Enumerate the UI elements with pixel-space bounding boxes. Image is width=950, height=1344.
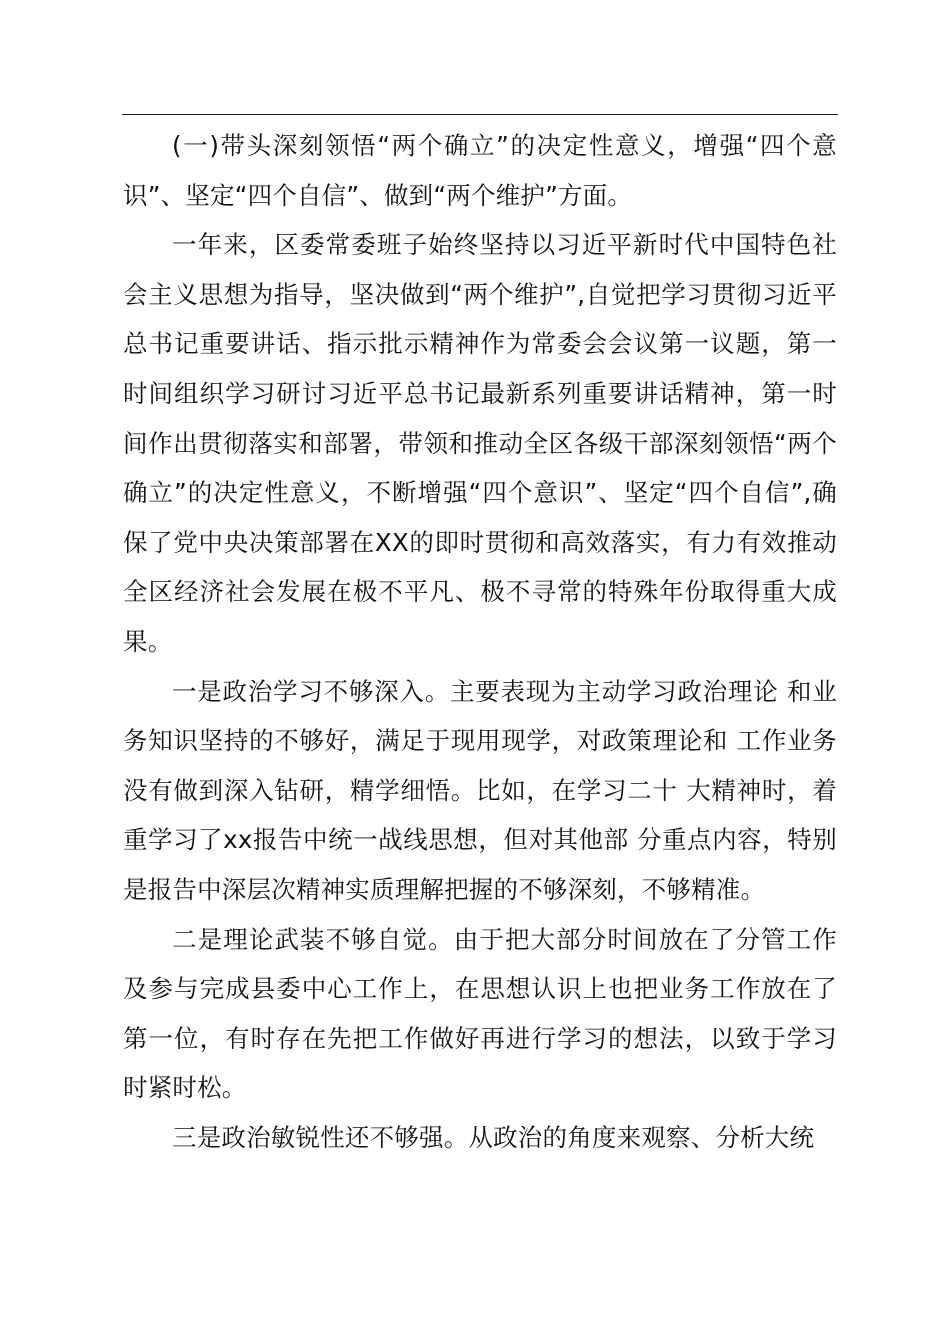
section-heading-paragraph: (一)带头深刻领悟“两个确立”的决定性意义，增强“四个意识”、坚定“四个自信”、做到“两个维护”方面。 xyxy=(123,131,837,210)
header-rule xyxy=(122,114,838,115)
body-paragraph-issue-2: 二是理论武装不够自觉。由于把大部分时间放在了分管工作及参与完成县委中心工作上，在思想认识上也把业务工作放在了第一位，有时存在先把工作做好再进行学习的想法，以致于学习时紧时松。 xyxy=(123,924,837,1103)
body-paragraph-issue-3: 三是政治敏锐性还不够强。从政治的角度来观察、分析大统 xyxy=(172,1122,815,1152)
document-body xyxy=(123,121,837,1162)
body-paragraph-issue-1: 一是政治学习不够深入。主要表现为主动学习政治理论 和业务知识坚持的不够好，满足于现用现学，对政策理论和 工作业务没有做到深入钻研，精学细悟。比如，在学习二十 大精神时，着重学习了xx报告中统一战线思想，但对其他部 分重点内容，特别是报告中深层次精神实质理解把握的不够深刻，不够精准。 xyxy=(123,676,837,904)
body-paragraph-summary: 一年来，区委常委班子始终坚持以习近平新时代中国特色社会主义思想为指导，坚决做到“两个维护”,自觉把学习贯彻习近平总书记重要讲话、指示批示精神作为常委会会议第一议题，第一时间组织学习研讨习近平总书记最新系列重要讲话精神，第一时间作出贯彻落实和部署，带领和推动全区各级干部深刻领悟“两个确立”的决定性意义，不断增强“四个意识”、坚定“四个自信”,确保了党中央决策部署在XX的即时贯彻和高效落实，有力有效推动全区经济社会发展在极不平凡、极不寻常的特殊年份取得重大成果。 xyxy=(123,230,837,656)
